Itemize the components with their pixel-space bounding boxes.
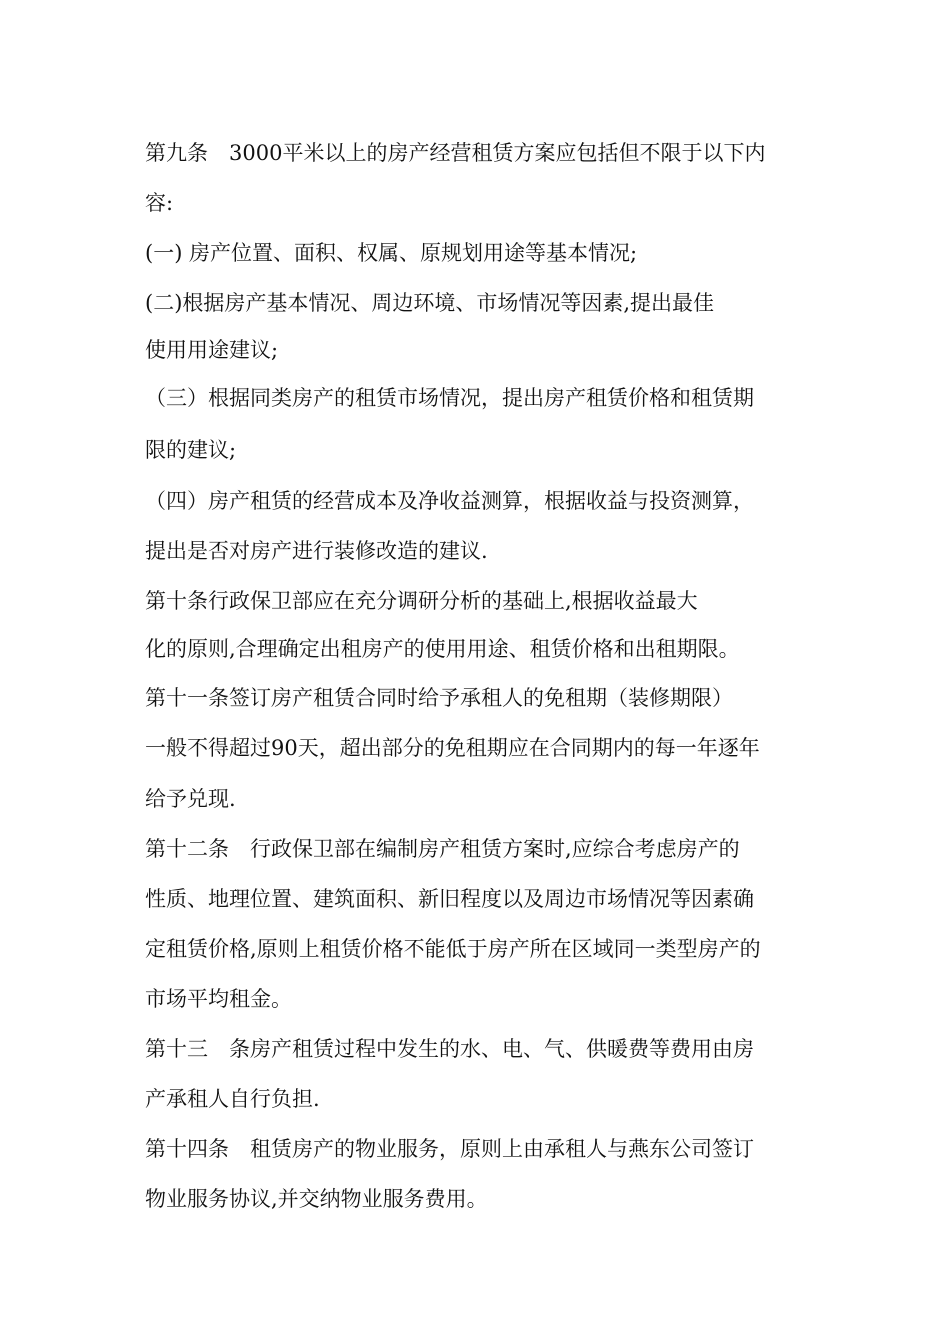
text-line: 物业服务协议,并交纳物业服务费用。 — [145, 1187, 488, 1211]
text-line: 容: — [145, 191, 174, 215]
text-line: 产承租人自行负担. — [145, 1087, 320, 1111]
text-line: 第十四条 租赁房产的物业服务，原则上由承租人与燕东公司签订 — [145, 1137, 754, 1161]
text-line: 使用用途建议; — [145, 338, 279, 362]
text-line: 市场平均租金。 — [145, 987, 292, 1011]
text-line: (一) 房产位置、面积、权属、原规划用途等基本情况; — [145, 241, 638, 265]
text-line: 第九条 3000平米以上的房产经营租赁方案应包括但不限于以下内 — [145, 141, 766, 165]
text-line: 化的原则,合理确定出租房产的使用用途、租赁价格和出租期限。 — [145, 637, 740, 661]
text-line: 第十条行政保卫部应在充分调研分析的基础上,根据收益最大 — [145, 589, 698, 613]
text-line: 给予兑现. — [145, 787, 236, 811]
text-line: 一般不得超过90天，超出部分的免租期应在合同期内的每一年逐年 — [145, 736, 760, 760]
text-line: 性质、地理位置、建筑面积、新旧程度以及周边市场情况等因素确 — [145, 887, 754, 911]
text-line: (二)根据房产基本情况、周边环境、市场情况等因素,提出最佳 — [145, 291, 715, 315]
text-line: 第十一条签订房产租赁合同时给予承租人的免租期（装修期限） — [145, 686, 733, 710]
text-line: 第十二条 行政保卫部在编制房产租赁方案时,应综合考虑房产的 — [145, 837, 740, 861]
text-line: （四）房产租赁的经营成本及净收益测算，根据收益与投资测算， — [145, 489, 754, 513]
text-line: 限的建议; — [145, 438, 237, 462]
text-line: （三）根据同类房产的租赁市场情况，提出房产租赁价格和租赁期 — [145, 386, 754, 410]
text-line: 提出是否对房产进行装修改造的建议. — [145, 539, 488, 563]
text-line: 定租赁价格,原则上租赁价格不能低于房产所在区域同一类型房产的 — [145, 937, 761, 961]
text-line: 第十三 条房产租赁过程中发生的水、电、气、供暖费等费用由房 — [145, 1037, 754, 1061]
